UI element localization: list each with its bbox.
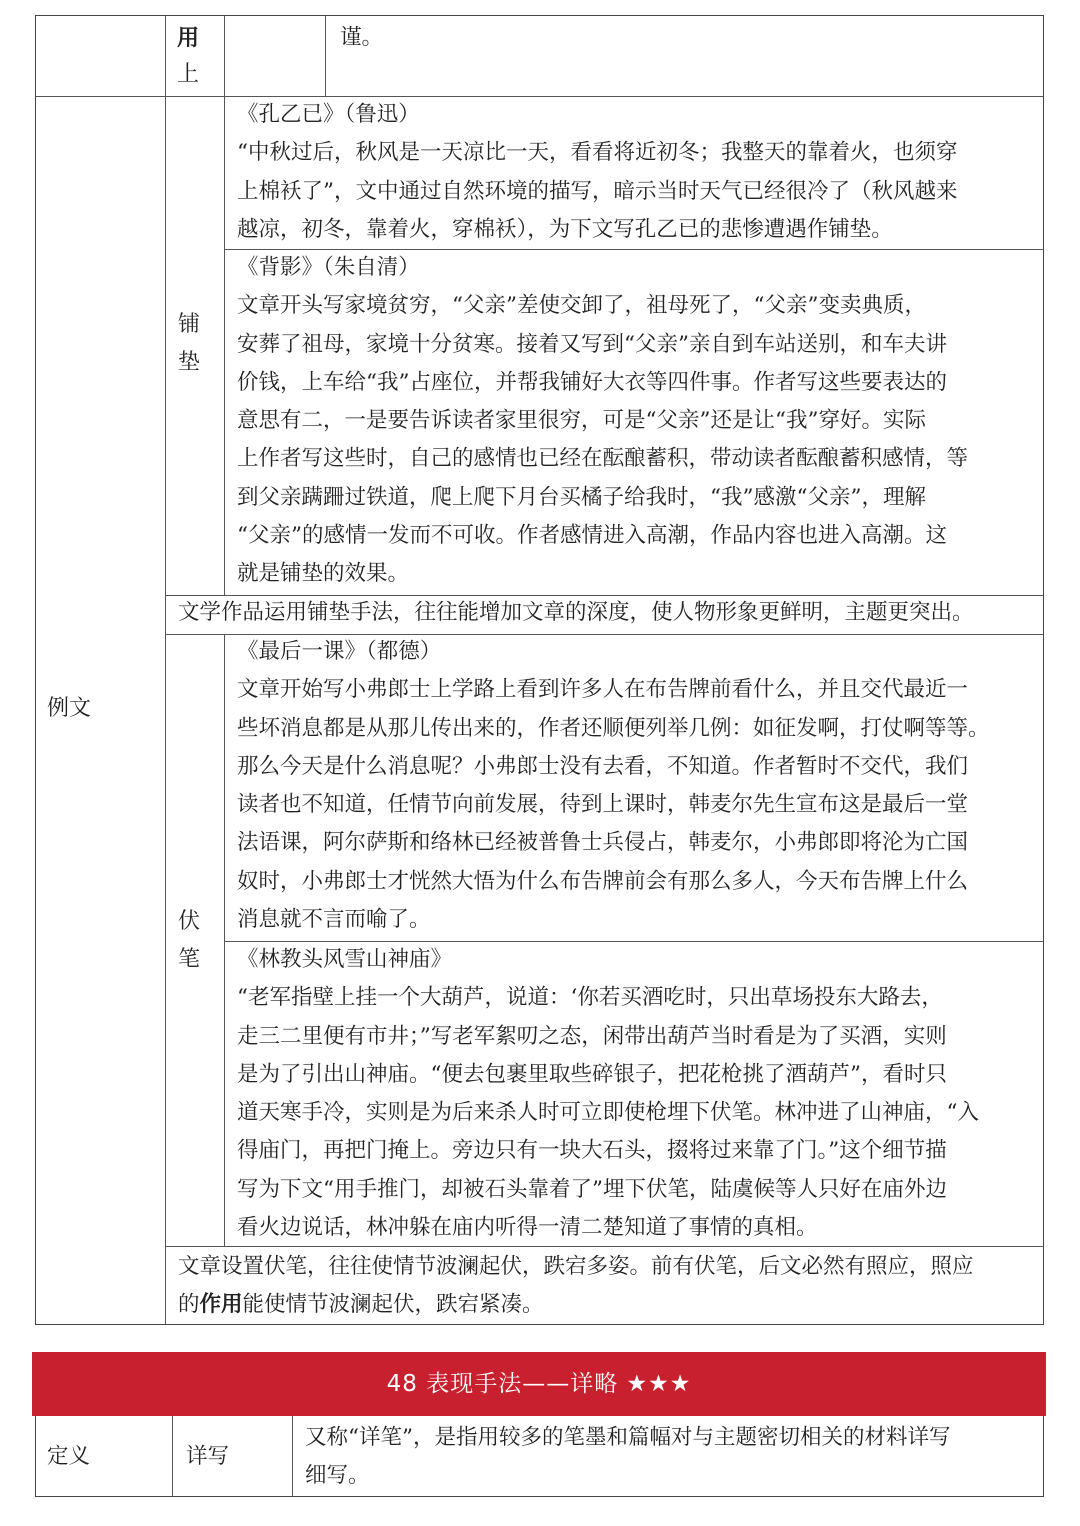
pudian-example2-line: 上作者写这些时，自己的感情也已经在酝酿蓄积，带动读者酝酿蓄积感情，等 [237, 446, 969, 472]
fubi-summary-post: 能使情节波澜起伏，跌宕紧凑。 [242, 1292, 544, 1318]
pudian-example2-line: 文章开头写家境贫穷，“父亲”差使交卸了，祖母死了，“父亲”变卖典质， [237, 293, 926, 319]
pudian-example2-line: 到父亲蹒跚过铁道，爬上爬下月台买橘子给我时，“我”感激“父亲”，理解 [237, 484, 926, 510]
pudian-example2 [237, 249, 1037, 594]
fubi-example1-line: 奴时，小弗郎士才恍然大悟为什么布告牌前会有那么多人，今天布告牌上什么 [237, 868, 969, 894]
t2-col2-label: 详写 [186, 1444, 230, 1469]
fubi-example2-line: 是为了引出山神庙。“便去包裹里取些碎银子，把花枪挑了酒葫芦”，看时只 [237, 1061, 947, 1087]
pudian-example2-line: 就是铺垫的效果。 [237, 561, 410, 587]
fubi-summary-bold: 作用 [199, 1292, 243, 1318]
fubi-example2-title: 《林教头风雪山神庙》 [237, 947, 453, 972]
t2-col-divider-2 [292, 1416, 293, 1496]
fubi-example2 [237, 941, 1037, 1247]
col-divider-3 [325, 16, 326, 97]
fubi-label-2: 笔 [177, 947, 200, 972]
section-48-banner: 48 表现手法——详略 ★★★ [32, 1352, 1046, 1416]
pudian-example1-line: 越凉，初冬，靠着火，穿棉袄），为下文写孔乙已的悲惨遭遇作铺垫。 [237, 216, 893, 242]
fubi-example2-line: 得庙门，再把门掩上。旁边只有一块大石头，掇将过来靠了门。”这个细节描 [237, 1138, 947, 1164]
fubi-example2-line: “老军指壁上挂一个大葫芦，说道：‘你若买酒吃时，只出草场投东大路去， [237, 985, 943, 1011]
col-divider-2 [224, 16, 225, 97]
fubi-example1-line: 读者也不知道，任情节向前发展，待到上课时，韩麦尔先生宣布这是最后一堂 [237, 792, 969, 818]
fubi-label-1: 伏 [177, 909, 200, 934]
pudian-example1-line: 上棉袄了”，文中通过自然环境的描写，暗示当时天气已经很冷了（秋风越来 [237, 178, 958, 204]
fubi-example1 [237, 633, 1037, 939]
fubi-summary-line1: 文章设置伏笔，往往使情节波澜起伏，跌宕多姿。前有伏笔，后文必然有照应，照应 [178, 1254, 974, 1279]
t2-col-divider-1 [172, 1416, 173, 1496]
fubi-example2-line: 看火边说话，林冲躲在庙内听得一清二楚知道了事情的真相。 [237, 1215, 818, 1241]
fubi-example2-line: 道天寒手冷，实则是为后来杀人时可立即使枪埋下伏笔。林冲进了山神庙，“入 [237, 1100, 979, 1126]
fubi-example1-line: 文章开始写小弗郎士上学路上看到许多人在布告牌前看什么，并且交代最近一 [237, 677, 969, 703]
t2-col1-label: 定义 [47, 1444, 91, 1469]
pudian-example2-line: “父亲”的感情一发而不可收。作者感情进入高潮，作品内容也进入高潮。这 [237, 523, 947, 549]
top-row-text: 谨。 [340, 25, 384, 50]
t2-definition-line: 细写。 [305, 1463, 370, 1489]
fubi-summary-line2 [178, 1286, 1038, 1324]
fubi-example2-line: 写为下文“用手推门，却被石头靠着了”埋下伏笔，陆虞候等人只好在庙外边 [237, 1176, 947, 1202]
fubi-example1-line: 些坏消息都是从那儿传出来的，作者还顺便列举几例：如征发啊，打仗啊等等。 [237, 715, 990, 741]
pudian-label-1: 铺 [177, 312, 200, 337]
pudian-example2-line: 安葬了祖母，家境十分贫寒。接着又写到“父亲”亲自到车站送别，和车夫讲 [237, 331, 947, 357]
t2-definition [305, 1419, 1040, 1496]
fubi-example2-line: 走三二里便有市井；”写老军絮叨之态，闲带出葫芦当时看是为了买酒，实则 [237, 1023, 947, 1049]
pudian-example1-line: “中秋过后，秋风是一天凉比一天，看看将近初冬；我整天的靠着火，也须穿 [237, 140, 958, 166]
pudian-example2-title: 《背影》（朱自清） [237, 255, 420, 280]
top-row-label-1: 用 [176, 25, 199, 51]
pudian-label-2: 垫 [177, 350, 200, 375]
top-row-label-2: 上 [176, 62, 199, 87]
pudian-example1-title: 《孔乙已》（鲁迅） [237, 102, 420, 127]
fubi-example1-line: 消息就不言而喻了。 [237, 907, 431, 933]
fubi-summary-pre: 的 [178, 1292, 200, 1318]
col-divider-2c [224, 634, 225, 1246]
col-divider-2b [224, 97, 225, 595]
col-divider-1 [165, 16, 166, 1324]
left-label-liwen: 例文 [47, 696, 92, 721]
t2-definition-line: 又称“详笔”，是指用较多的笔墨和篇幅对与主题密切相关的材料详写 [305, 1425, 951, 1450]
fubi-example1-title: 《最后一课》（都德） [237, 639, 442, 664]
pudian-example2-line: 价钱，上车给“我”占座位，并帮我铺好大衣等四件事。作者写这些要表达的 [237, 369, 947, 395]
fubi-summary [178, 1248, 1038, 1325]
fubi-example1-line: 法语课，阿尔萨斯和络林已经被普鲁士兵侵占，韩麦尔，小弗郎即将沦为亡国 [237, 830, 969, 856]
fubi-example1-line: 那么今天是什么消息呢？小弗郎士没有去看，不知道。作者暂时不交代，我们 [237, 753, 969, 779]
pudian-example2-line: 意思有二，一是要告诉读者家里很穷，可是“父亲”还是让“我”穿好。实际 [237, 408, 926, 434]
pudian-summary: 文学作品运用铺垫手法，往往能增加文章的深度，使人物形象更鲜明，主题更突出。 [178, 600, 974, 625]
pudian-example1 [237, 96, 1037, 249]
